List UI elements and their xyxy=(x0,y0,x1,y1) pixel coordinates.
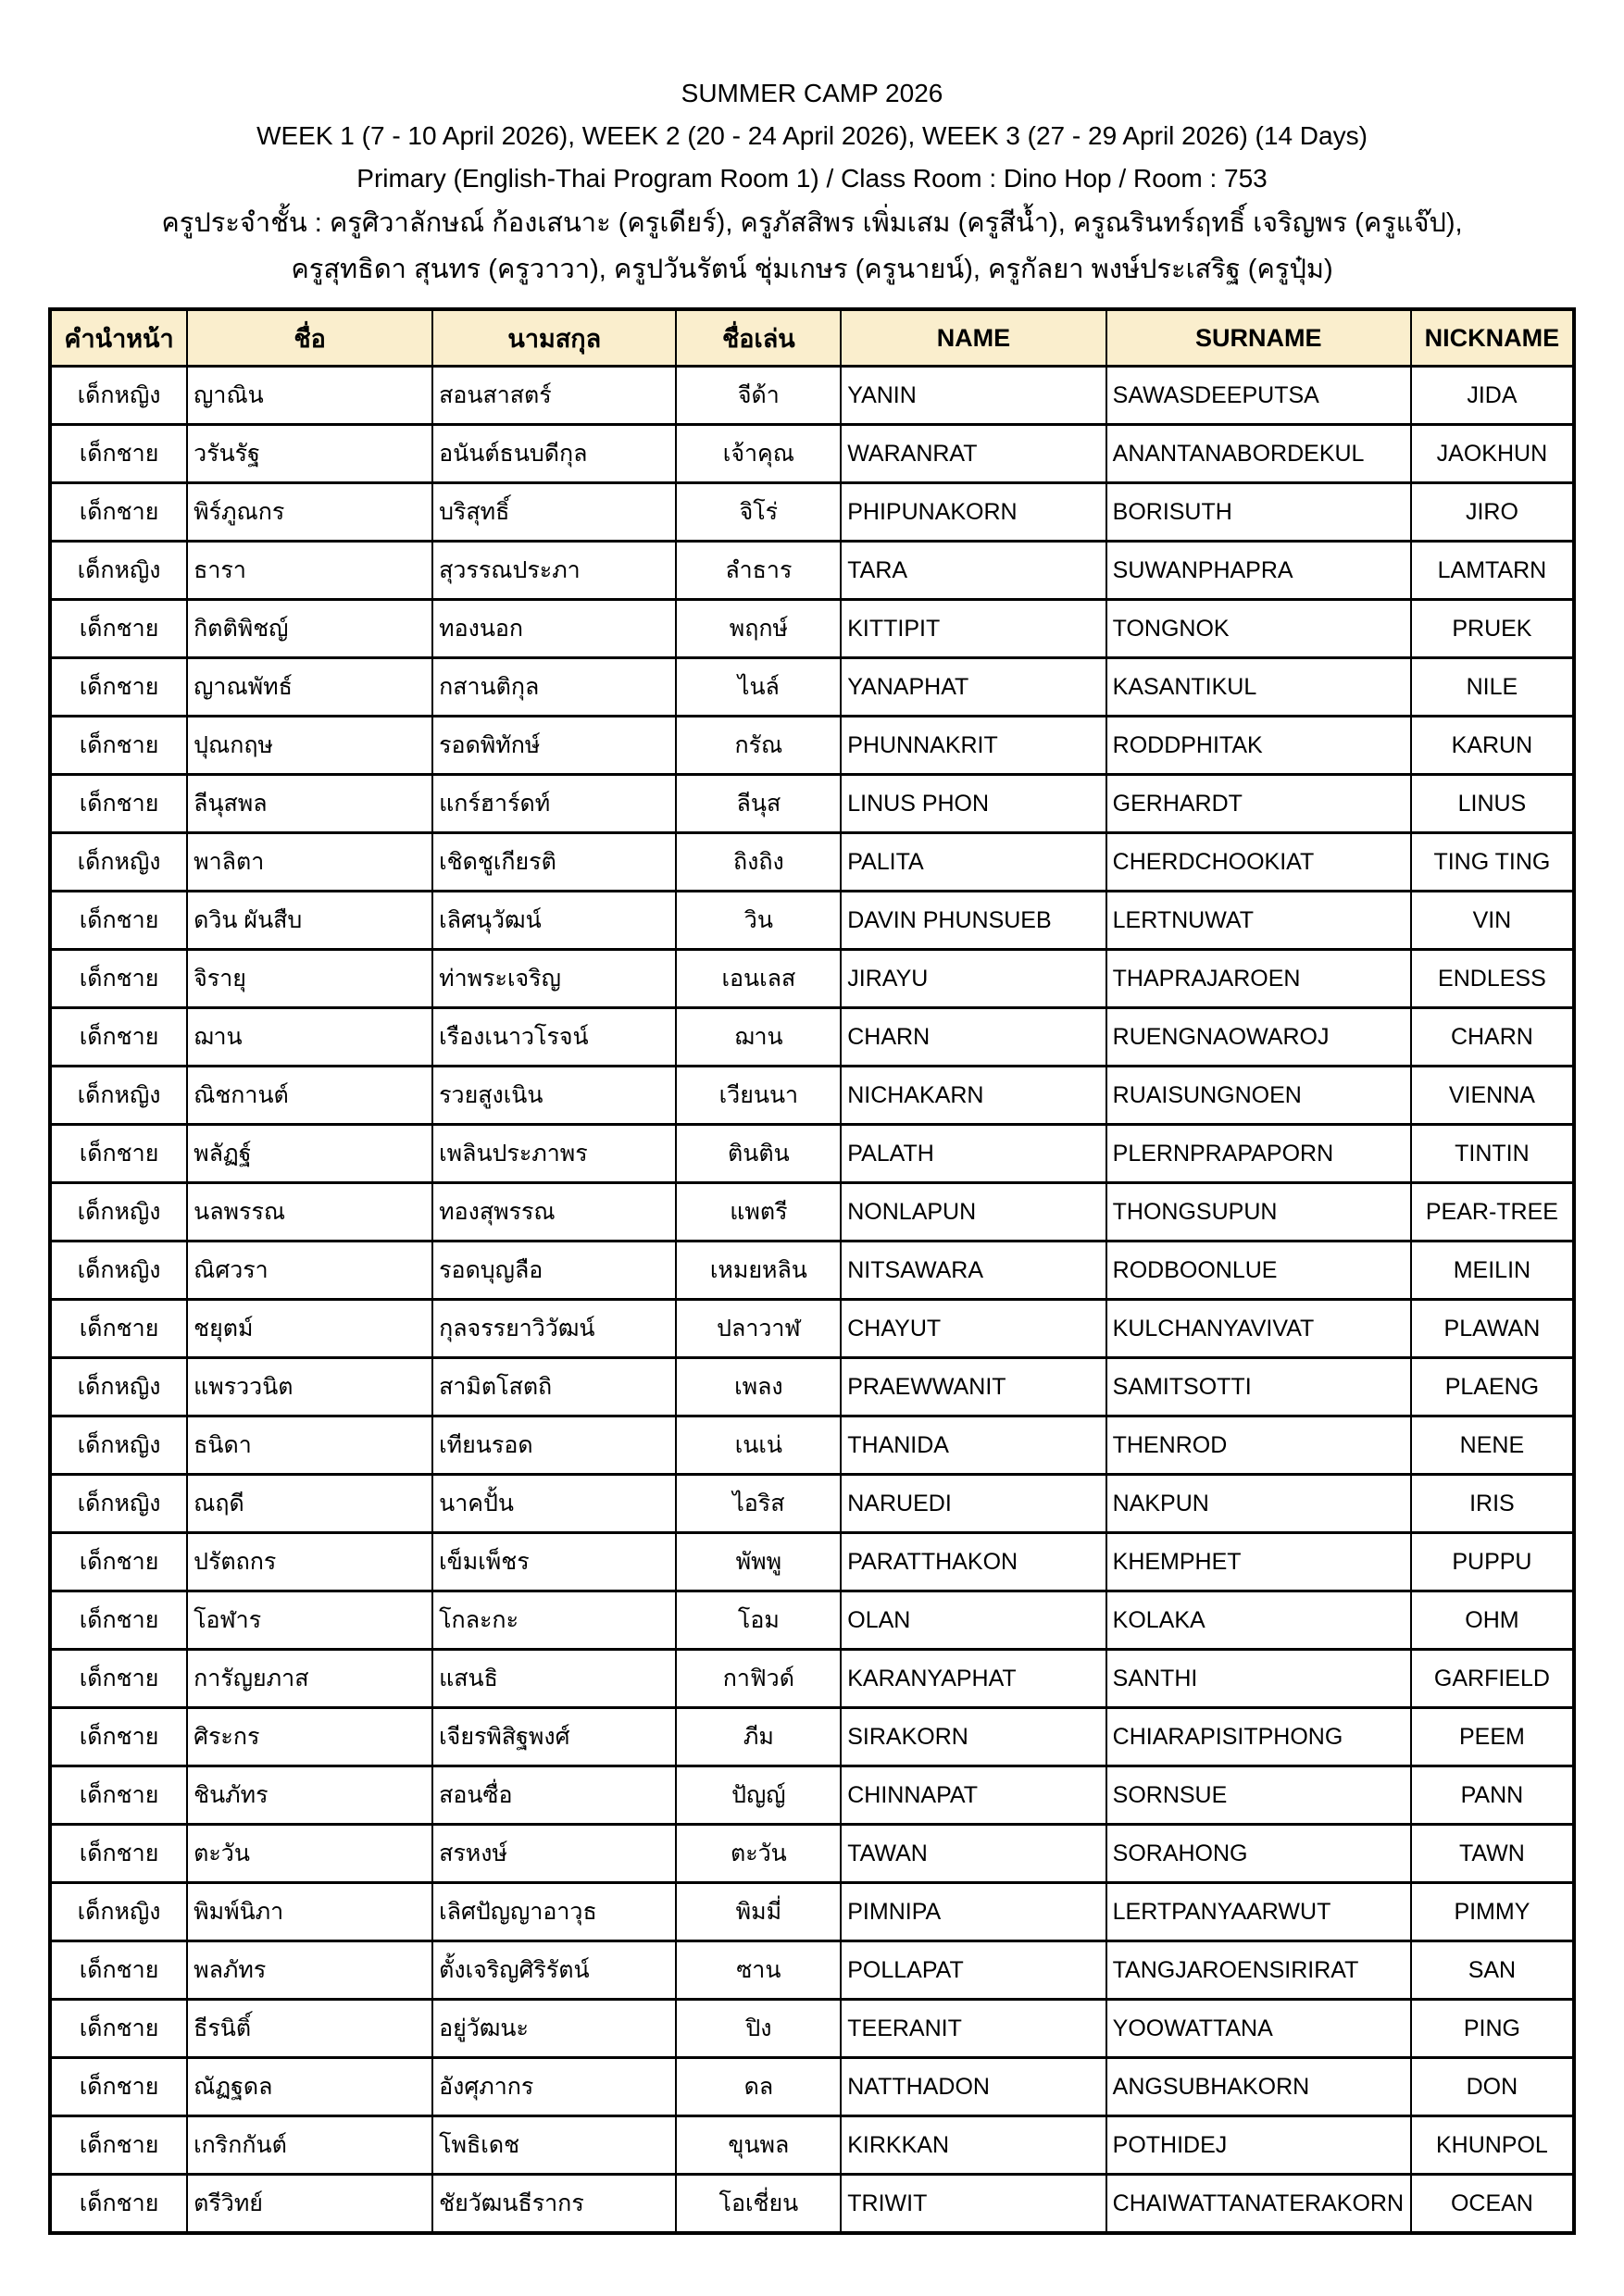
cell-name_en: PHIPUNAKORN xyxy=(841,483,1106,542)
cell-surname_th: ทองสุพรรณ xyxy=(432,1183,676,1242)
cell-name_en: YANAPHAT xyxy=(841,658,1106,717)
cell-name_en: KITTIPIT xyxy=(841,600,1106,658)
cell-title_th: เด็กชาย xyxy=(50,1125,187,1183)
column-header-nickname-th: ชื่อเล่น xyxy=(676,309,841,367)
cell-title_th: เด็กหญิง xyxy=(50,1883,187,1941)
cell-nickname_th: ตินติน xyxy=(676,1125,841,1183)
table-row xyxy=(50,892,1574,950)
cell-name_en: PHUNNAKRIT xyxy=(841,717,1106,775)
cell-title_th: เด็กชาย xyxy=(50,950,187,1008)
cell-surname_th: ตั้งเจริญศิริรัตน์ xyxy=(432,1941,676,2000)
cell-surname_en: RUENGNAOWAROJ xyxy=(1106,1008,1411,1067)
cell-nickname_en: NENE xyxy=(1411,1416,1574,1475)
table-row xyxy=(50,1708,1574,1766)
cell-nickname_th: ปัญญ์ xyxy=(676,1766,841,1825)
cell-nickname_en: OHM xyxy=(1411,1591,1574,1650)
cell-name_en: TAWAN xyxy=(841,1825,1106,1883)
cell-nickname_th: ฌาน xyxy=(676,1008,841,1067)
cell-surname_en: KHEMPHET xyxy=(1106,1533,1411,1591)
cell-title_th: เด็กชาย xyxy=(50,2000,187,2058)
cell-name_en: NATTHADON xyxy=(841,2058,1106,2116)
cell-surname_en: THAPRAJAROEN xyxy=(1106,950,1411,1008)
cell-nickname_en: PRUEK xyxy=(1411,600,1574,658)
cell-first_name_th: ตรีวิทย์ xyxy=(187,2175,432,2234)
cell-title_th: เด็กชาย xyxy=(50,2175,187,2234)
table-row xyxy=(50,950,1574,1008)
cell-name_en: NICHAKARN xyxy=(841,1067,1106,1125)
table-row xyxy=(50,600,1574,658)
cell-first_name_th: ธารา xyxy=(187,542,432,600)
teachers-line-2: ครูสุทธิดา สุนทร (ครูวาวา), ครูปวันรัตน์ ชุ่มเกษร (ครูนายน์), ครูกัลยา พงษ์ประเสริฐ (ครูปุ๋ม) xyxy=(291,255,1333,284)
cell-first_name_th: ญาณพัทธ์ xyxy=(187,658,432,717)
cell-surname_en: ANANTANABORDEKUL xyxy=(1106,425,1411,483)
cell-name_en: PALITA xyxy=(841,833,1106,892)
cell-surname_th: เรืองเนาวโรจน์ xyxy=(432,1008,676,1067)
cell-nickname_th: จิโร่ xyxy=(676,483,841,542)
cell-first_name_th: นลพรรณ xyxy=(187,1183,432,1242)
cell-name_en: SIRAKORN xyxy=(841,1708,1106,1766)
cell-name_en: PARATTHAKON xyxy=(841,1533,1106,1591)
cell-title_th: เด็กชาย xyxy=(50,600,187,658)
cell-name_en: TARA xyxy=(841,542,1106,600)
cell-first_name_th: แพรววนิต xyxy=(187,1358,432,1416)
cell-surname_th: อังศุภากร xyxy=(432,2058,676,2116)
cell-nickname_th: ภีม xyxy=(676,1708,841,1766)
table-row xyxy=(50,425,1574,483)
cell-surname_en: CHAIWATTANATERAKORN xyxy=(1106,2175,1411,2234)
table-row xyxy=(50,2116,1574,2175)
cell-nickname_en: PLAENG xyxy=(1411,1358,1574,1416)
student-roster-table xyxy=(48,307,1576,2235)
column-header-first-name-th: ชื่อ xyxy=(187,309,432,367)
cell-first_name_th: ปรัตถกร xyxy=(187,1533,432,1591)
cell-first_name_th: ชินภัทร xyxy=(187,1766,432,1825)
cell-name_en: PALATH xyxy=(841,1125,1106,1183)
cell-surname_en: RODDPHITAK xyxy=(1106,717,1411,775)
cell-first_name_th: ตะวัน xyxy=(187,1825,432,1883)
cell-nickname_th: เวียนนา xyxy=(676,1067,841,1125)
camp-title: SUMMER CAMP 2026 xyxy=(681,79,943,107)
cell-surname_th: เจียรพิสิฐพงศ์ xyxy=(432,1708,676,1766)
cell-first_name_th: ปุณกฤษ xyxy=(187,717,432,775)
cell-nickname_th: โอม xyxy=(676,1591,841,1650)
cell-nickname_en: KARUN xyxy=(1411,717,1574,775)
cell-title_th: เด็กชาย xyxy=(50,1766,187,1825)
cell-surname_th: สอนสาสตร์ xyxy=(432,367,676,425)
cell-title_th: เด็กชาย xyxy=(50,1941,187,2000)
cell-surname_en: YOOWATTANA xyxy=(1106,2000,1411,2058)
cell-first_name_th: โอฬาร xyxy=(187,1591,432,1650)
cell-nickname_th: แพตรี xyxy=(676,1183,841,1242)
cell-nickname_th: เอนเลส xyxy=(676,950,841,1008)
cell-name_en: TRIWIT xyxy=(841,2175,1106,2234)
cell-first_name_th: ดวิน ผันสืบ xyxy=(187,892,432,950)
cell-nickname_en: VIENNA xyxy=(1411,1067,1574,1125)
cell-first_name_th: พลภัทร xyxy=(187,1941,432,2000)
cell-title_th: เด็กชาย xyxy=(50,483,187,542)
cell-surname_en: CHIARAPISITPHONG xyxy=(1106,1708,1411,1766)
cell-title_th: เด็กหญิง xyxy=(50,542,187,600)
cell-surname_th: สอนซื่อ xyxy=(432,1766,676,1825)
cell-surname_th: กุลจรรยาวิวัฒน์ xyxy=(432,1300,676,1358)
cell-first_name_th: ชยุตม์ xyxy=(187,1300,432,1358)
cell-surname_th: สุวรรณประภา xyxy=(432,542,676,600)
cell-nickname_en: NILE xyxy=(1411,658,1574,717)
cell-surname_en: RODBOONLUE xyxy=(1106,1242,1411,1300)
cell-name_en: THANIDA xyxy=(841,1416,1106,1475)
cell-first_name_th: ธีรนิติ์ xyxy=(187,2000,432,2058)
cell-surname_en: SORAHONG xyxy=(1106,1825,1411,1883)
cell-surname_en: SAWASDEEPUTSA xyxy=(1106,367,1411,425)
cell-nickname_th: เจ้าคุณ xyxy=(676,425,841,483)
cell-nickname_en: TAWN xyxy=(1411,1825,1574,1883)
table-row xyxy=(50,2058,1574,2116)
table-row xyxy=(50,1591,1574,1650)
cell-nickname_en: SAN xyxy=(1411,1941,1574,2000)
table-row xyxy=(50,1242,1574,1300)
cell-surname_th: นาคปั้น xyxy=(432,1475,676,1533)
cell-nickname_th: ไอริส xyxy=(676,1475,841,1533)
cell-title_th: เด็กชาย xyxy=(50,1008,187,1067)
table-row xyxy=(50,775,1574,833)
cell-nickname_th: ถิงถิง xyxy=(676,833,841,892)
cell-nickname_th: ไนล์ xyxy=(676,658,841,717)
table-row xyxy=(50,1300,1574,1358)
cell-surname_en: NAKPUN xyxy=(1106,1475,1411,1533)
cell-surname_en: THENROD xyxy=(1106,1416,1411,1475)
cell-title_th: เด็กชาย xyxy=(50,892,187,950)
cell-first_name_th: ธนิดา xyxy=(187,1416,432,1475)
cell-title_th: เด็กชาย xyxy=(50,717,187,775)
cell-first_name_th: ณฤดี xyxy=(187,1475,432,1533)
column-header-title-th: คำนำหน้า xyxy=(50,309,187,367)
cell-nickname_en: MEILIN xyxy=(1411,1242,1574,1300)
cell-surname_en: SANTHI xyxy=(1106,1650,1411,1708)
column-header-nickname-en: NICKNAME xyxy=(1411,309,1574,367)
cell-surname_en: POTHIDEJ xyxy=(1106,2116,1411,2175)
cell-nickname_th: โอเชี่ยน xyxy=(676,2175,841,2234)
cell-name_en: PIMNIPA xyxy=(841,1883,1106,1941)
table-row xyxy=(50,658,1574,717)
table-row xyxy=(50,1183,1574,1242)
cell-name_en: TEERANIT xyxy=(841,2000,1106,2058)
cell-name_en: NITSAWARA xyxy=(841,1242,1106,1300)
cell-nickname_th: พัพพู xyxy=(676,1533,841,1591)
cell-nickname_en: PEEM xyxy=(1411,1708,1574,1766)
cell-surname_th: อนันต์ธนบดีกุล xyxy=(432,425,676,483)
cell-nickname_th: จีด้า xyxy=(676,367,841,425)
cell-nickname_en: KHUNPOL xyxy=(1411,2116,1574,2175)
cell-first_name_th: วรันรัฐ xyxy=(187,425,432,483)
cell-name_en: CHARN xyxy=(841,1008,1106,1067)
cell-nickname_th: พิมมี่ xyxy=(676,1883,841,1941)
cell-surname_th: เชิดชูเกียรติ xyxy=(432,833,676,892)
cell-nickname_th: ลีนุส xyxy=(676,775,841,833)
cell-surname_th: สามิตโสตถิ xyxy=(432,1358,676,1416)
cell-nickname_th: ปิง xyxy=(676,2000,841,2058)
cell-surname_en: ANGSUBHAKORN xyxy=(1106,2058,1411,2116)
cell-surname_en: LERTPANYAARWUT xyxy=(1106,1883,1411,1941)
table-row xyxy=(50,483,1574,542)
cell-surname_th: แกร์ฮาร์ดท์ xyxy=(432,775,676,833)
cell-title_th: เด็กหญิง xyxy=(50,1183,187,1242)
cell-surname_th: เพลินประภาพร xyxy=(432,1125,676,1183)
cell-title_th: เด็กหญิง xyxy=(50,367,187,425)
cell-nickname_th: เหมยหลิน xyxy=(676,1242,841,1300)
table-row xyxy=(50,542,1574,600)
column-header-name-en: NAME xyxy=(841,309,1106,367)
cell-nickname_en: ENDLESS xyxy=(1411,950,1574,1008)
cell-surname_en: BORISUTH xyxy=(1106,483,1411,542)
cell-surname_en: TONGNOK xyxy=(1106,600,1411,658)
cell-first_name_th: พิมพ์นิภา xyxy=(187,1883,432,1941)
cell-first_name_th: กิตติพิชญ์ xyxy=(187,600,432,658)
cell-name_en: CHAYUT xyxy=(841,1300,1106,1358)
cell-first_name_th: พิร์ภูณกร xyxy=(187,483,432,542)
table-row xyxy=(50,1941,1574,2000)
cell-surname_en: SAMITSOTTI xyxy=(1106,1358,1411,1416)
cell-surname_en: KASANTIKUL xyxy=(1106,658,1411,717)
cell-nickname_en: IRIS xyxy=(1411,1475,1574,1533)
cell-nickname_en: PANN xyxy=(1411,1766,1574,1825)
table-row xyxy=(50,1416,1574,1475)
table-row xyxy=(50,833,1574,892)
cell-surname_en: RUAISUNGNOEN xyxy=(1106,1067,1411,1125)
cell-title_th: เด็กชาย xyxy=(50,425,187,483)
cell-title_th: เด็กหญิง xyxy=(50,833,187,892)
cell-name_en: NONLAPUN xyxy=(841,1183,1106,1242)
table-header-row xyxy=(50,309,1574,367)
cell-surname_th: กสานติกุล xyxy=(432,658,676,717)
cell-first_name_th: เกริกกันต์ xyxy=(187,2116,432,2175)
program-line: Primary (English-Thai Program Room 1) / Class Room : Dino Hop / Room : 753 xyxy=(356,164,1268,193)
table-row xyxy=(50,1067,1574,1125)
cell-title_th: เด็กหญิง xyxy=(50,1067,187,1125)
table-row xyxy=(50,1475,1574,1533)
cell-nickname_en: LAMTARN xyxy=(1411,542,1574,600)
cell-nickname_en: CHARN xyxy=(1411,1008,1574,1067)
cell-title_th: เด็กชาย xyxy=(50,658,187,717)
cell-surname_th: โพธิเดช xyxy=(432,2116,676,2175)
cell-first_name_th: ณัฏฐดล xyxy=(187,2058,432,2116)
table-row xyxy=(50,717,1574,775)
cell-name_en: NARUEDI xyxy=(841,1475,1106,1533)
cell-nickname_en: PING xyxy=(1411,2000,1574,2058)
cell-nickname_en: GARFIELD xyxy=(1411,1650,1574,1708)
cell-first_name_th: พลัฏฐ์ xyxy=(187,1125,432,1183)
teachers-line-1: ครูประจำชั้น : ครูศิวาลักษณ์ ก้องเสนาะ (ครูเดียร์), ครูภัสสิพร เพิ่มเสม (ครูสีน้ำ), ครูณรินทร์ฤทธิ์ เจริญพร (ครูแจ๊ป), xyxy=(161,208,1463,238)
cell-first_name_th: ศิระกร xyxy=(187,1708,432,1766)
cell-first_name_th: การัญยภาส xyxy=(187,1650,432,1708)
cell-nickname_en: OCEAN xyxy=(1411,2175,1574,2234)
cell-nickname_th: ปลาวาฬ xyxy=(676,1300,841,1358)
cell-nickname_th: เพลง xyxy=(676,1358,841,1416)
cell-title_th: เด็กชาย xyxy=(50,1533,187,1591)
cell-surname_en: PLERNPRAPAPORN xyxy=(1106,1125,1411,1183)
cell-nickname_en: JIRO xyxy=(1411,483,1574,542)
cell-name_en: PRAEWWANIT xyxy=(841,1358,1106,1416)
cell-name_en: POLLAPAT xyxy=(841,1941,1106,2000)
cell-nickname_en: PUPPU xyxy=(1411,1533,1574,1591)
cell-surname_th: ชัยวัฒนธีรากร xyxy=(432,2175,676,2234)
table-row xyxy=(50,1125,1574,1183)
cell-title_th: เด็กชาย xyxy=(50,2058,187,2116)
cell-name_en: WARANRAT xyxy=(841,425,1106,483)
cell-surname_en: CHERDCHOOKIAT xyxy=(1106,833,1411,892)
table-row xyxy=(50,1533,1574,1591)
table-row xyxy=(50,1650,1574,1708)
cell-nickname_en: PLAWAN xyxy=(1411,1300,1574,1358)
cell-nickname_th: ขุนพล xyxy=(676,2116,841,2175)
cell-nickname_th: ตะวัน xyxy=(676,1825,841,1883)
cell-nickname_th: พฤกษ์ xyxy=(676,600,841,658)
table-row xyxy=(50,2000,1574,2058)
cell-nickname_th: กรัณ xyxy=(676,717,841,775)
cell-nickname_th: กาฟิวด์ xyxy=(676,1650,841,1708)
cell-name_en: OLAN xyxy=(841,1591,1106,1650)
cell-name_en: KARANYAPHAT xyxy=(841,1650,1106,1708)
cell-surname_th: ท่าพระเจริญ xyxy=(432,950,676,1008)
cell-title_th: เด็กชาย xyxy=(50,2116,187,2175)
cell-surname_th: รอดพิทักษ์ xyxy=(432,717,676,775)
cell-nickname_en: DON xyxy=(1411,2058,1574,2116)
cell-surname_en: LERTNUWAT xyxy=(1106,892,1411,950)
cell-first_name_th: พาลิตา xyxy=(187,833,432,892)
cell-title_th: เด็กชาย xyxy=(50,775,187,833)
cell-nickname_en: JAOKHUN xyxy=(1411,425,1574,483)
cell-nickname_en: PIMMY xyxy=(1411,1883,1574,1941)
cell-surname_en: KOLAKA xyxy=(1106,1591,1411,1650)
cell-nickname_th: วิน xyxy=(676,892,841,950)
cell-name_en: YANIN xyxy=(841,367,1106,425)
cell-name_en: CHINNAPAT xyxy=(841,1766,1106,1825)
table-row xyxy=(50,367,1574,425)
cell-title_th: เด็กหญิง xyxy=(50,1358,187,1416)
cell-title_th: เด็กชาย xyxy=(50,1825,187,1883)
table-row xyxy=(50,1766,1574,1825)
cell-surname_th: เทียนรอด xyxy=(432,1416,676,1475)
cell-nickname_th: เนเน่ xyxy=(676,1416,841,1475)
cell-nickname_en: LINUS xyxy=(1411,775,1574,833)
cell-title_th: เด็กชาย xyxy=(50,1650,187,1708)
cell-surname_th: แสนธิ xyxy=(432,1650,676,1708)
cell-nickname_th: ดล xyxy=(676,2058,841,2116)
cell-surname_th: บริสุทธิ์ xyxy=(432,483,676,542)
table-row xyxy=(50,1358,1574,1416)
cell-first_name_th: ณิชกานต์ xyxy=(187,1067,432,1125)
cell-first_name_th: จิรายุ xyxy=(187,950,432,1008)
cell-nickname_en: VIN xyxy=(1411,892,1574,950)
cell-first_name_th: ณิศวรา xyxy=(187,1242,432,1300)
cell-nickname_th: ลำธาร xyxy=(676,542,841,600)
cell-surname_th: โกละกะ xyxy=(432,1591,676,1650)
column-header-surname-en: SURNAME xyxy=(1106,309,1411,367)
cell-surname_en: TANGJAROENSIRIRAT xyxy=(1106,1941,1411,2000)
cell-surname_th: อยู่วัฒนะ xyxy=(432,2000,676,2058)
cell-surname_en: SUWANPHAPRA xyxy=(1106,542,1411,600)
cell-first_name_th: ฌาน xyxy=(187,1008,432,1067)
cell-surname_en: GERHARDT xyxy=(1106,775,1411,833)
cell-surname_en: KULCHANYAVIVAT xyxy=(1106,1300,1411,1358)
cell-surname_th: สรหงษ์ xyxy=(432,1825,676,1883)
table-row xyxy=(50,2175,1574,2234)
cell-title_th: เด็กหญิง xyxy=(50,1416,187,1475)
cell-nickname_th: ซาน xyxy=(676,1941,841,2000)
document-header xyxy=(0,72,1624,293)
table-row xyxy=(50,1883,1574,1941)
cell-first_name_th: ญาณิน xyxy=(187,367,432,425)
cell-title_th: เด็กหญิง xyxy=(50,1475,187,1533)
table-row xyxy=(50,1008,1574,1067)
cell-nickname_en: JIDA xyxy=(1411,367,1574,425)
weeks-line: WEEK 1 (7 - 10 April 2026), WEEK 2 (20 - 24 April 2026), WEEK 3 (27 - 29 April 2026) (14 Days) xyxy=(256,121,1368,150)
cell-name_en: KIRKKAN xyxy=(841,2116,1106,2175)
cell-surname_th: รวยสูงเนิน xyxy=(432,1067,676,1125)
cell-name_en: DAVIN PHUNSUEB xyxy=(841,892,1106,950)
table-row xyxy=(50,1825,1574,1883)
column-header-surname-th: นามสกุล xyxy=(432,309,676,367)
cell-surname_th: เลิศปัญญาอาวุธ xyxy=(432,1883,676,1941)
cell-surname_th: รอดบุญลือ xyxy=(432,1242,676,1300)
cell-first_name_th: ลีนุสพล xyxy=(187,775,432,833)
cell-nickname_en: PEAR-TREE xyxy=(1411,1183,1574,1242)
cell-surname_en: SORNSUE xyxy=(1106,1766,1411,1825)
cell-nickname_en: TING TING xyxy=(1411,833,1574,892)
cell-surname_th: เข็มเพ็ชร xyxy=(432,1533,676,1591)
student-table-body xyxy=(50,367,1574,2234)
cell-name_en: LINUS PHON xyxy=(841,775,1106,833)
cell-title_th: เด็กชาย xyxy=(50,1300,187,1358)
cell-title_th: เด็กชาย xyxy=(50,1591,187,1650)
cell-title_th: เด็กชาย xyxy=(50,1708,187,1766)
cell-surname_th: ทองนอก xyxy=(432,600,676,658)
cell-name_en: JIRAYU xyxy=(841,950,1106,1008)
cell-title_th: เด็กหญิง xyxy=(50,1242,187,1300)
cell-nickname_en: TINTIN xyxy=(1411,1125,1574,1183)
cell-surname_en: THONGSUPUN xyxy=(1106,1183,1411,1242)
cell-surname_th: เลิศนุวัฒน์ xyxy=(432,892,676,950)
